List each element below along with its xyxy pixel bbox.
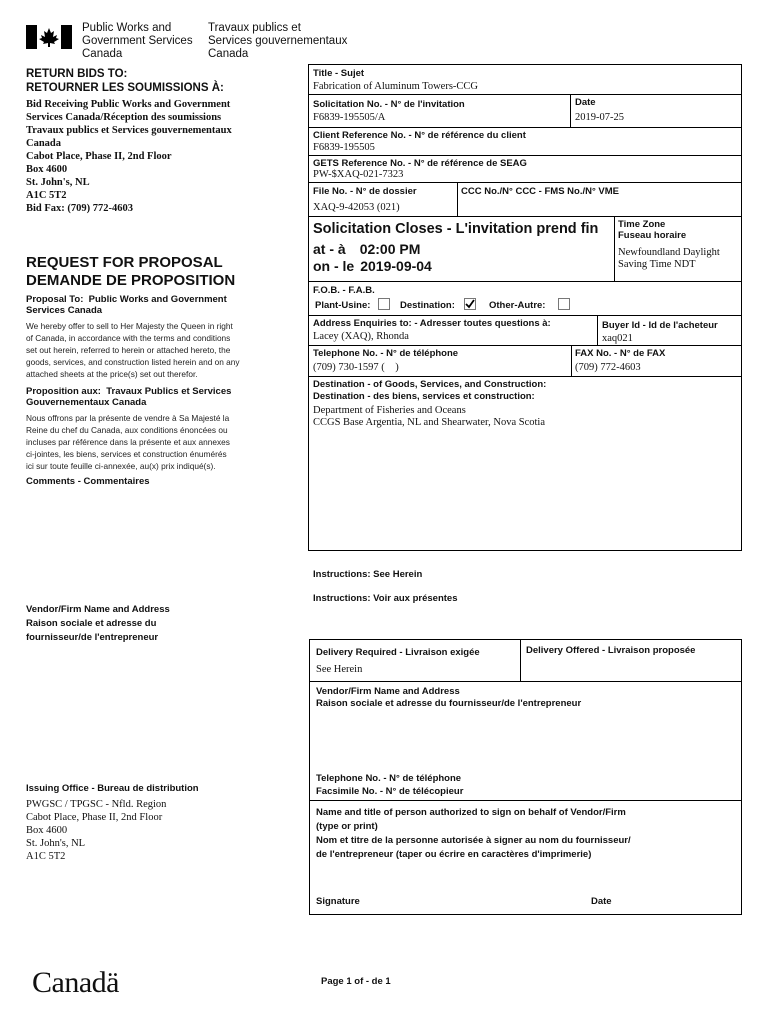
dept-name-fr-1: Travaux publics et [208, 22, 301, 34]
closing-date-row [313, 258, 432, 275]
bid-receiving-address: Bid Receiving Public Works and Government Services Canada/Réception des soumissions Travaux publics et Services gouvernementaux Canada Cabot Place, Phase II, 2nd Floor Box 4600 St. John's, NL A1C 5T2 Bid Fax: (709) 772-4603 [26, 99, 232, 214]
proposal-to-text: We hereby offer to sell to Her Majesty the Queen in right of Canada, in accordance with the terms and conditions set out herein, referred to herein or attached hereto, the goods, services, and construction listed herein and on any attached sheets at the price(s) set out therefor. [26, 321, 240, 379]
authorized-person-label: Name and title of person authorized to sign on behalf of Vendor/Firm (type or print) Nom et titre de la personne autorisée à signer au nom du fournisseur/ de l'entrepreneur (taper ou écrire en caractères d'imprimerie) [316, 807, 631, 860]
closing-time-value: 02:00 PM [359, 241, 421, 257]
title-value: Fabrication of Aluminum Towers-CCG [313, 81, 479, 92]
buyer-id-value: xaq021 [602, 333, 633, 344]
dept-name-en-1: Public Works and [82, 22, 172, 34]
vendor-name-address-field[interactable] [312, 712, 738, 768]
divider [614, 216, 615, 281]
vendor-label-left: Vendor/Firm Name and Address Raison sociale et adresse du fournisseur/de l'entrepreneur [26, 604, 170, 643]
canada-flag-icon [26, 25, 72, 49]
solicitation-label: Solicitation No. - N° de l'invitation [313, 99, 465, 110]
solicitation-value: F6839-195505/A [313, 112, 386, 123]
divider [308, 376, 742, 377]
divider [570, 94, 571, 127]
return-bids-fr: RETOURNER LES SOUMISSIONS À: [26, 82, 224, 94]
fax-value: (709) 772-4603 [575, 362, 641, 373]
divider [308, 127, 742, 128]
client-ref-label: Client Reference No. - N° de référence du client [313, 130, 526, 141]
address-enquiries-label: Address Enquiries to: - Adresser toutes questions à: [313, 318, 551, 329]
fob-label: F.O.B. - F.A.B. [313, 285, 375, 296]
proposition-label: Proposition aux: Travaux Publics et Services Gouvernementaux Canada [26, 386, 232, 408]
destination-checkbox[interactable] [464, 298, 476, 310]
delivery-required-value: See Herein [316, 664, 363, 675]
dept-name-fr-3: Canada [208, 48, 249, 60]
signature-date-label: Date [591, 896, 612, 907]
destination-label: Destination: [400, 300, 455, 311]
destination-goods-value: Department of Fisheries and Oceans CCGS Base Argentia, NL and Shearwater, Nova Scotia [313, 405, 545, 428]
closing-date-value: 2019-09-04 [360, 258, 432, 274]
at-label: at - à [313, 241, 346, 257]
rfp-heading [26, 254, 235, 290]
solicitation-closes-heading: Solicitation Closes - L'invitation prend fin [313, 221, 599, 237]
date-label: Date [575, 97, 596, 108]
divider [308, 94, 742, 95]
plant-label: Plant-Usine: [315, 300, 371, 311]
delivery-offered-label: Delivery Offered - Livraison proposée [526, 645, 696, 656]
divider [309, 681, 742, 682]
divider [457, 182, 458, 216]
client-ref-value: F6839-195505 [313, 142, 375, 153]
instructions-en: Instructions: See Herein [313, 569, 423, 580]
file-no-label: File No. - N° de dossier [313, 186, 417, 197]
other-label: Other-Autre: [489, 300, 546, 311]
date-value: 2019-07-25 [575, 112, 624, 123]
canada-wordmark: Canadä [32, 966, 119, 999]
instructions-fr: Instructions: Voir aux présentes [313, 593, 458, 604]
comments-label: Comments - Commentaires [26, 476, 150, 487]
divider [597, 315, 598, 345]
divider [309, 800, 742, 801]
vendor-telephone-fax-label: Telephone No. - N° de téléphone Facsimile No. - N° de télécopieur [316, 773, 464, 797]
ccc-no-label: CCC No./N° CCC - FMS No./N° VME [461, 186, 620, 197]
issuing-office-label: Issuing Office - Bureau de distribution [26, 783, 199, 794]
signature-label: Signature [316, 896, 360, 907]
divider [308, 281, 742, 282]
title-label: Title - Sujet [313, 68, 365, 79]
header [24, 22, 364, 62]
divider [308, 345, 742, 346]
divider [308, 182, 742, 183]
divider [571, 345, 572, 376]
rfp-en: REQUEST FOR PROPOSAL [26, 254, 223, 271]
dept-name-en-3: Canada [82, 48, 123, 60]
proposal-to-label: Proposal To: Public Works and Government Services Canada [26, 294, 227, 316]
telephone-value: (709) 730-1597 ( ) [313, 362, 399, 373]
issuing-office-address: PWGSC / TPGSC - Nfld. Region Cabot Place, Phase II, 2nd Floor Box 4600 St. John's, NL A1C 5T2 [26, 799, 167, 862]
divider [520, 639, 521, 681]
return-bids-heading [26, 67, 224, 95]
rfp-fr: DEMANDE DE PROPOSITION [26, 272, 236, 289]
proposition-text: Nous offrons par la présente de vendre à Sa Majesté la Reine du chef du Canada, aux conditions énoncées ou incluses par référence dans la présente et aux annexes ci-jointes, les biens, services et construction énumérés ici sur toute feuille ci-annexée, au(x) prix indiqué(s). [26, 413, 230, 471]
on-label: on - le [313, 258, 355, 274]
other-checkbox[interactable] [558, 298, 570, 310]
destination-goods-label: Destination - of Goods, Services, and Construction: Destination - des biens, services et construction: [313, 379, 547, 402]
delivery-required-label: Delivery Required - Livraison exigée [316, 647, 480, 658]
telephone-label: Telephone No. - N° de téléphone [313, 348, 459, 359]
return-bids-en: RETURN BIDS TO: [26, 68, 128, 80]
gets-ref-value: PW-$XAQ-021-7323 [313, 169, 404, 180]
buyer-id-label: Buyer Id - Id de l'acheteur [602, 320, 718, 331]
vendor-name-address-label: Vendor/Firm Name and Address Raison sociale et adresse du fournisseur/de l'entrepreneur [316, 686, 582, 709]
divider [308, 155, 742, 156]
page-number: Page 1 of - de 1 [321, 976, 391, 987]
fax-label: FAX No. - N° de FAX [575, 348, 666, 359]
gets-ref-label: GETS Reference No. - N° de référence de SEAG [313, 158, 527, 169]
checkmark-icon [464, 298, 476, 310]
dept-name-fr-2: Services gouvernementaux [208, 35, 348, 47]
address-enquiries-value: Lacey (XAQ), Rhonda [313, 331, 409, 342]
dept-name-en-2: Government Services [82, 35, 193, 47]
divider [308, 315, 742, 316]
time-zone-label: Time Zone Fuseau horaire [618, 219, 687, 241]
closing-time-row [313, 241, 420, 258]
time-zone-value: Newfoundland Daylight Saving Time NDT [618, 247, 720, 270]
divider [308, 216, 742, 217]
file-no-value: XAQ-9-42053 (021) [313, 202, 400, 213]
authorized-person-field[interactable] [312, 864, 738, 892]
plant-checkbox[interactable] [378, 298, 390, 310]
